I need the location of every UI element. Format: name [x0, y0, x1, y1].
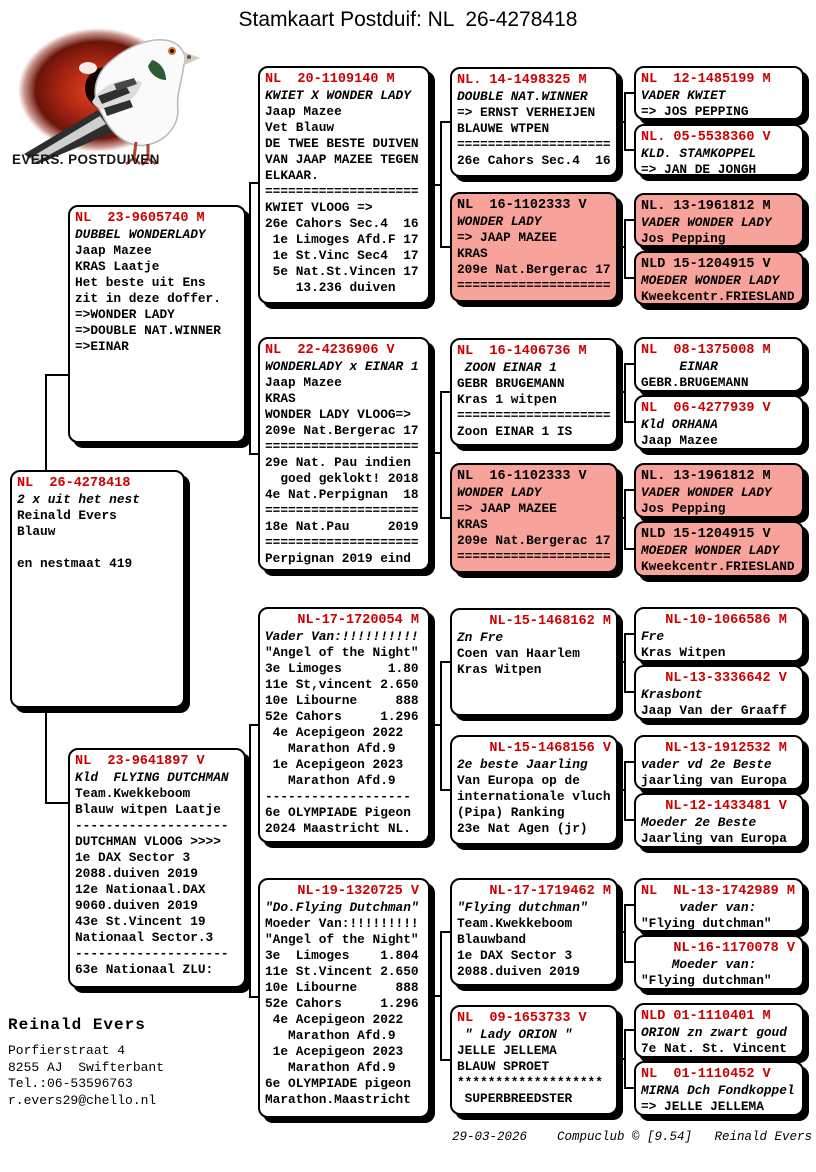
box-line: "Do.Flying Dutchman" [265, 900, 419, 915]
box-line: 1e Acepigeon 2023 [265, 1044, 404, 1059]
box-line: DUBBEL WONDERLADY [75, 227, 206, 242]
box-line: ZOON EINAR 1 [457, 360, 557, 375]
ring-number: NL 26-4278418 [17, 476, 131, 491]
box-line: Kras Witpen [641, 645, 726, 660]
box-line: GEBR.BRUGEMANN [641, 375, 749, 390]
box-line: 6e OLYMPIADE Pigeon [265, 805, 411, 820]
box-line: 23e Nat Agen (jr) [457, 821, 588, 836]
box-line: Nationaal Sector.3 [75, 930, 214, 945]
box-line: 2024 Maastricht NL. [265, 821, 411, 836]
box-line: Reinald Evers [17, 508, 117, 523]
box-line: MOEDER WONDER LADY [641, 543, 780, 558]
ring-number: NLD 01-1110401 M [641, 1009, 771, 1024]
box-line: =>WONDER LADY [75, 307, 175, 322]
ring-number: NL-12-1433481 V [641, 799, 787, 814]
box-line: goed geklokt! 2018 [265, 471, 419, 486]
box-line: 2e beste Jaarling [457, 757, 588, 772]
ring-number: NL 22-4236906 V [265, 343, 395, 358]
box-line: Zn Fre [457, 630, 504, 645]
ring-number: NL 23-9605740 M [75, 211, 205, 226]
box-line: => ERNST VERHEIJEN [457, 105, 596, 120]
box-line: KRAS [265, 391, 296, 406]
box-line [17, 540, 178, 556]
box-line: ==================== [457, 408, 611, 423]
box-line: Marathon Afd.9 [265, 1060, 396, 1075]
ring-number: NL 08-1375008 M [641, 343, 771, 358]
box-line: Marathon Afd.9 [265, 1028, 396, 1043]
box-line: 1e DAX Sector 3 [457, 948, 573, 963]
box-line: Jaap Van der Graaff [641, 703, 787, 718]
ring-number: NLD 15-1204915 V [641, 527, 771, 542]
box-line: 11e St,vincent 2.650 [265, 677, 419, 692]
ring-number: NL-15-1468162 M [457, 614, 611, 629]
ring-number: NL NL-13-1742989 M [641, 884, 795, 899]
pedigree-box-ggp1 [450, 67, 618, 177]
box-line: KRAS [457, 246, 488, 261]
ring-number: NLD 15-1204915 V [641, 257, 771, 272]
connector-g4-bracket [618, 490, 634, 549]
box-line: -------------------- [75, 946, 229, 961]
box-line: KWIET VLOOG => [265, 200, 373, 215]
pedigree-box-gggp1 [634, 66, 804, 120]
pedigree-box-gggp10 [634, 665, 804, 720]
pedigree-box-ggp3 [450, 338, 618, 446]
box-line: ELKAAR. [265, 168, 319, 183]
box-line: en nestmaat 419 [17, 556, 133, 571]
box-line: zit in deze doffer. [75, 291, 221, 306]
ring-number: NL-13-1912532 M [641, 741, 787, 756]
box-line: -------------------- [75, 818, 229, 833]
box-line: Kras 1 witpen [457, 392, 557, 407]
pedigree-box-gggp5 [634, 337, 804, 392]
box-line: DE TWEE BESTE DUIVEN [265, 136, 419, 151]
box-line: ==================== [457, 278, 611, 293]
box-line: 2088.duiven 2019 [457, 964, 580, 979]
owner-email: r.evers29@chello.nl [8, 1092, 157, 1108]
pedigree-box-grandfather-paternal [258, 66, 430, 304]
box-line: 4e Acepigeon 2022 [265, 1012, 404, 1027]
owner-phone: Tel.:06-53596763 [8, 1076, 133, 1091]
connector-g7-bracket [618, 905, 634, 962]
box-line: vader vd 2e Beste [641, 757, 772, 772]
box-line: Van Europa op de [457, 773, 580, 788]
box-line: KRAS [457, 517, 488, 532]
connector-g6-bracket [618, 762, 634, 820]
ring-number: NL. 05-5538360 V [641, 130, 771, 145]
pedigree-box-ggp4 [450, 463, 618, 573]
box-line: "Flying dutchman" [457, 900, 588, 915]
box-line: 4e Nat.Perpignan 18 [265, 487, 419, 502]
box-line: Team.Kwekkeboom [75, 786, 191, 801]
connector-father-bracket [246, 183, 258, 454]
box-line: Moeder van: [641, 957, 757, 972]
box-line: Jaarling van Europa [641, 831, 787, 846]
ring-number: NL. 14-1498325 M [457, 73, 587, 88]
box-line: Kweekcentr.FRIESLAND [641, 289, 795, 304]
pedigree-box-gggp7 [634, 463, 804, 518]
box-line: Moeder Van:!!!!!!!!! [265, 916, 419, 931]
box-line: EINAR [641, 359, 718, 374]
ring-number: NL-16-1170078 V [641, 941, 795, 956]
box-line: Marathon Afd.9 [265, 741, 396, 756]
box-line: Kld FLYING DUTCHMAN [75, 770, 229, 785]
box-line: KLD. STAMKOPPEL [641, 146, 757, 161]
box-line: ==================== [265, 535, 419, 550]
box-line: 43e St.Vincent 19 [75, 914, 206, 929]
box-line: ==================== [265, 184, 419, 199]
box-line: VAN JAAP MAZEE TEGEN [265, 152, 419, 167]
box-line: 1e Limoges Afd.F 17 [265, 232, 419, 247]
box-line: WONDER LADY [457, 485, 542, 500]
box-line: VADER KWIET [641, 88, 726, 103]
box-line: Vet Blauw [265, 120, 335, 135]
pedigree-box-gggp15 [634, 1003, 804, 1058]
ring-number: NL 20-1109140 M [265, 72, 395, 87]
box-line: Moeder 2e Beste [641, 815, 757, 830]
box-line: "Angel of the Night" [265, 645, 419, 660]
box-line: 4e Acepigeon 2022 [265, 725, 404, 740]
connector-g5-bracket [618, 634, 634, 692]
ring-number: NL-19-1320725 V [265, 884, 419, 899]
pedigree-box-ggp6 [450, 735, 618, 845]
pedigree-box-grandfather-maternal [258, 607, 430, 843]
box-line: Perpignan 2019 eind [265, 551, 411, 566]
box-line: WONDER LADY [457, 214, 542, 229]
box-line: Marathon Afd.9 [265, 773, 396, 788]
pedigree-box-gggp16 [634, 1061, 804, 1116]
pedigree-box-mother [68, 748, 246, 988]
box-line: 2088.duiven 2019 [75, 866, 198, 881]
box-line: "Flying dutchman" [641, 973, 772, 988]
box-line: 3e Limoges 1.80 [265, 661, 419, 676]
pedigree-box-subject [10, 470, 185, 708]
pedigree-box-ggp8 [450, 1005, 618, 1115]
box-line: (Pipa) Ranking [457, 805, 565, 820]
box-line: 11e St.Vincent 2.650 [265, 964, 419, 979]
box-line: WONDER LADY VLOOG=> [265, 407, 411, 422]
box-line: 1e St.Vinc Sec4 17 [265, 248, 419, 263]
box-line: DOUBLE NAT.WINNER [457, 89, 588, 104]
logo-text: EVERS. POSTDUIVEN [12, 152, 160, 167]
box-line: Blauwband [457, 932, 527, 947]
box-line: 13.236 duiven [265, 280, 396, 295]
pedigree-box-gggp13 [634, 878, 804, 932]
connector-mother-bracket [246, 725, 258, 997]
pedigree-box-grandmother-paternal [258, 337, 430, 571]
box-line: ==================== [265, 503, 419, 518]
box-line: BLAUW SPROET [457, 1059, 550, 1074]
pedigree-box-gggp9 [634, 607, 804, 662]
box-line: => JAAP MAZEE [457, 501, 557, 516]
pedigree-box-gggp12 [634, 793, 804, 848]
owner-address-line: 8255 AJ Swifterbant [8, 1059, 165, 1075]
box-line: Krasbont [641, 687, 703, 702]
box-line: 3e Limoges 1.804 [265, 948, 419, 963]
page-title: Stamkaart Postduif: NL 26-4278418 [238, 8, 578, 31]
ring-number: NL 01-1110452 V [641, 1067, 771, 1082]
box-line: " Lady ORION " [457, 1027, 573, 1042]
box-line: 18e Nat.Pau 2019 [265, 519, 419, 534]
box-line: 209e Nat.Bergerac 17 [265, 423, 419, 438]
connector-m4-bracket [430, 932, 450, 1060]
connector-g3-bracket [618, 364, 634, 422]
box-line: 26e Cahors Sec.4 16 [265, 216, 419, 231]
box-line: => JAN DE JONGH [641, 162, 757, 176]
pedigree-box-grandmother-maternal [258, 878, 430, 1118]
connector-g8-bracket [618, 1030, 634, 1088]
box-line: "Flying dutchman" [641, 916, 772, 931]
box-line: Kras Witpen [457, 662, 542, 677]
box-line: 209e Nat.Bergerac 17 [457, 262, 611, 277]
box-line: 5e Nat.St.Vincen 17 [265, 264, 419, 279]
box-line: Team.Kwekkeboom [457, 916, 573, 931]
ring-number: NL 16-1102333 V [457, 469, 587, 484]
connector-g2-bracket [618, 220, 634, 278]
pedigree-box-gggp4 [634, 251, 804, 305]
box-line: =>EINAR [75, 339, 129, 354]
box-line: Fre [641, 629, 665, 644]
footer-credits: 29-03-2026 Compuclub © [9.54] Reinald Evers [451, 1130, 812, 1144]
box-line: 1e DAX Sector 3 [75, 850, 191, 865]
box-line: 2 x uit het nest [17, 492, 140, 507]
box-line: Jaap Mazee [641, 433, 718, 448]
box-line: ******************* [457, 1075, 603, 1090]
connector-m1-bracket [430, 122, 450, 247]
pedigree-box-ggp2 [450, 192, 618, 302]
box-line: jaarling van Europa [641, 773, 787, 788]
box-line: Vader Van:!!!!!!!!!! [265, 629, 419, 644]
connector-m2-bracket [430, 392, 450, 518]
box-line: => JELLE JELLEMA [641, 1099, 764, 1114]
box-line: Jos Pepping [641, 231, 726, 246]
box-line: KRAS Laatje [75, 259, 160, 274]
ring-number: NL. 13-1961812 M [641, 469, 771, 484]
ring-number: NL. 13-1961812 M [641, 199, 771, 214]
pedigree-box-gggp14 [634, 935, 804, 990]
box-line: 1e Acepigeon 2023 [265, 757, 404, 772]
pedigree-box-ggp7 [450, 878, 618, 986]
box-line: WONDERLADY x EINAR 1 [265, 359, 419, 374]
ring-number: NL-17-1720054 M [265, 613, 419, 628]
box-line: Jos Pepping [641, 501, 726, 516]
owner-address-line: Porfierstraat 4 [8, 1043, 126, 1058]
box-line: Kld ORHANA [641, 417, 718, 432]
box-line: ==================== [457, 137, 611, 152]
box-line: 7e Nat. St. Vincent [641, 1041, 787, 1056]
box-line: SUPERBREEDSTER [457, 1091, 573, 1106]
ring-number: NL 06-4277939 V [641, 401, 771, 416]
box-line: Kweekcentr.FRIESLAND [641, 559, 795, 574]
box-line: 6e OLYMPIADE pigeon [265, 1076, 411, 1091]
box-line: BLAUWE WTPEN [457, 121, 550, 136]
box-line: => JAAP MAZEE [457, 230, 557, 245]
box-line: vader van: [641, 900, 757, 915]
ring-number: NL 09-1653733 V [457, 1011, 587, 1026]
box-line: ------------------- [265, 789, 411, 804]
box-line: Coen van Haarlem [457, 646, 580, 661]
box-line: =>DOUBLE NAT.WINNER [75, 323, 221, 338]
box-line: 12e Nationaal.DAX [75, 882, 206, 897]
pedigree-box-gggp11 [634, 735, 804, 790]
pedigree-box-gggp2 [634, 124, 804, 176]
box-line: ==================== [265, 439, 419, 454]
box-line: Jaap Mazee [265, 375, 342, 390]
ring-number: NL-10-1066586 M [641, 613, 787, 628]
box-line: 10e Libourne 888 [265, 980, 419, 995]
box-line: ==================== [457, 549, 611, 564]
box-line: Het beste uit Ens [75, 275, 206, 290]
box-line: 63e Nationaal ZLU: [75, 962, 214, 977]
box-line: Zoon EINAR 1 IS [457, 424, 573, 439]
pedigree-box-gggp8 [634, 521, 804, 577]
box-line: 9060.duiven 2019 [75, 898, 198, 913]
box-line: Marathon.Maastricht [265, 1092, 411, 1107]
box-line: internationale vluch [457, 789, 611, 804]
ring-number: NL 16-1102333 V [457, 198, 587, 213]
box-line: MOEDER WONDER LADY [641, 273, 780, 288]
box-line: VADER WONDER LADY [641, 485, 772, 500]
connector-g1-bracket [618, 93, 634, 150]
box-line: => JOS PEPPING [641, 104, 749, 119]
box-line: VADER WONDER LADY [641, 215, 772, 230]
box-line: 10e Libourne 888 [265, 693, 419, 708]
box-line: DUTCHMAN VLOOG >>>> [75, 834, 221, 849]
box-line: JELLE JELLEMA [457, 1043, 557, 1058]
box-line: 29e Nat. Pau indien [265, 455, 411, 470]
ring-number: NL-13-3336642 V [641, 671, 787, 686]
pedigree-box-gggp6 [634, 395, 804, 450]
box-line: Blauw witpen Laatje [75, 802, 221, 817]
box-line: "Angel of the Night" [265, 932, 419, 947]
box-line: 52e Cahors 1.296 [265, 996, 419, 1011]
box-line: Jaap Mazee [75, 243, 152, 258]
box-line: Jaap Mazee [265, 104, 342, 119]
pedigree-box-gggp3 [634, 193, 804, 247]
pedigree-box-father [68, 205, 246, 443]
box-line: 209e Nat.Bergerac 17 [457, 533, 611, 548]
ring-number: NL 12-1485199 M [641, 72, 771, 87]
box-line: MIRNA Dch Fondkoppel [641, 1083, 795, 1098]
box-line: ORION zn zwart goud [641, 1025, 787, 1040]
pedigree-box-ggp5 [450, 608, 618, 716]
box-line: Blauw [17, 524, 56, 539]
owner-name: Reinald Evers [8, 1016, 146, 1034]
box-line: KWIET X WONDER LADY [265, 88, 411, 103]
ring-number: NL 23-9641897 V [75, 754, 205, 769]
box-line: 26e Cahors Sec.4 16 [457, 153, 611, 168]
box-line: GEBR BRUGEMANN [457, 376, 565, 391]
ring-number: NL-17-1719462 M [457, 884, 611, 899]
box-line: 52e Cahors 1.296 [265, 709, 419, 724]
ring-number: NL-15-1468156 V [457, 741, 611, 756]
ring-number: NL 16-1406736 M [457, 344, 587, 359]
connector-m3-bracket [430, 662, 450, 790]
